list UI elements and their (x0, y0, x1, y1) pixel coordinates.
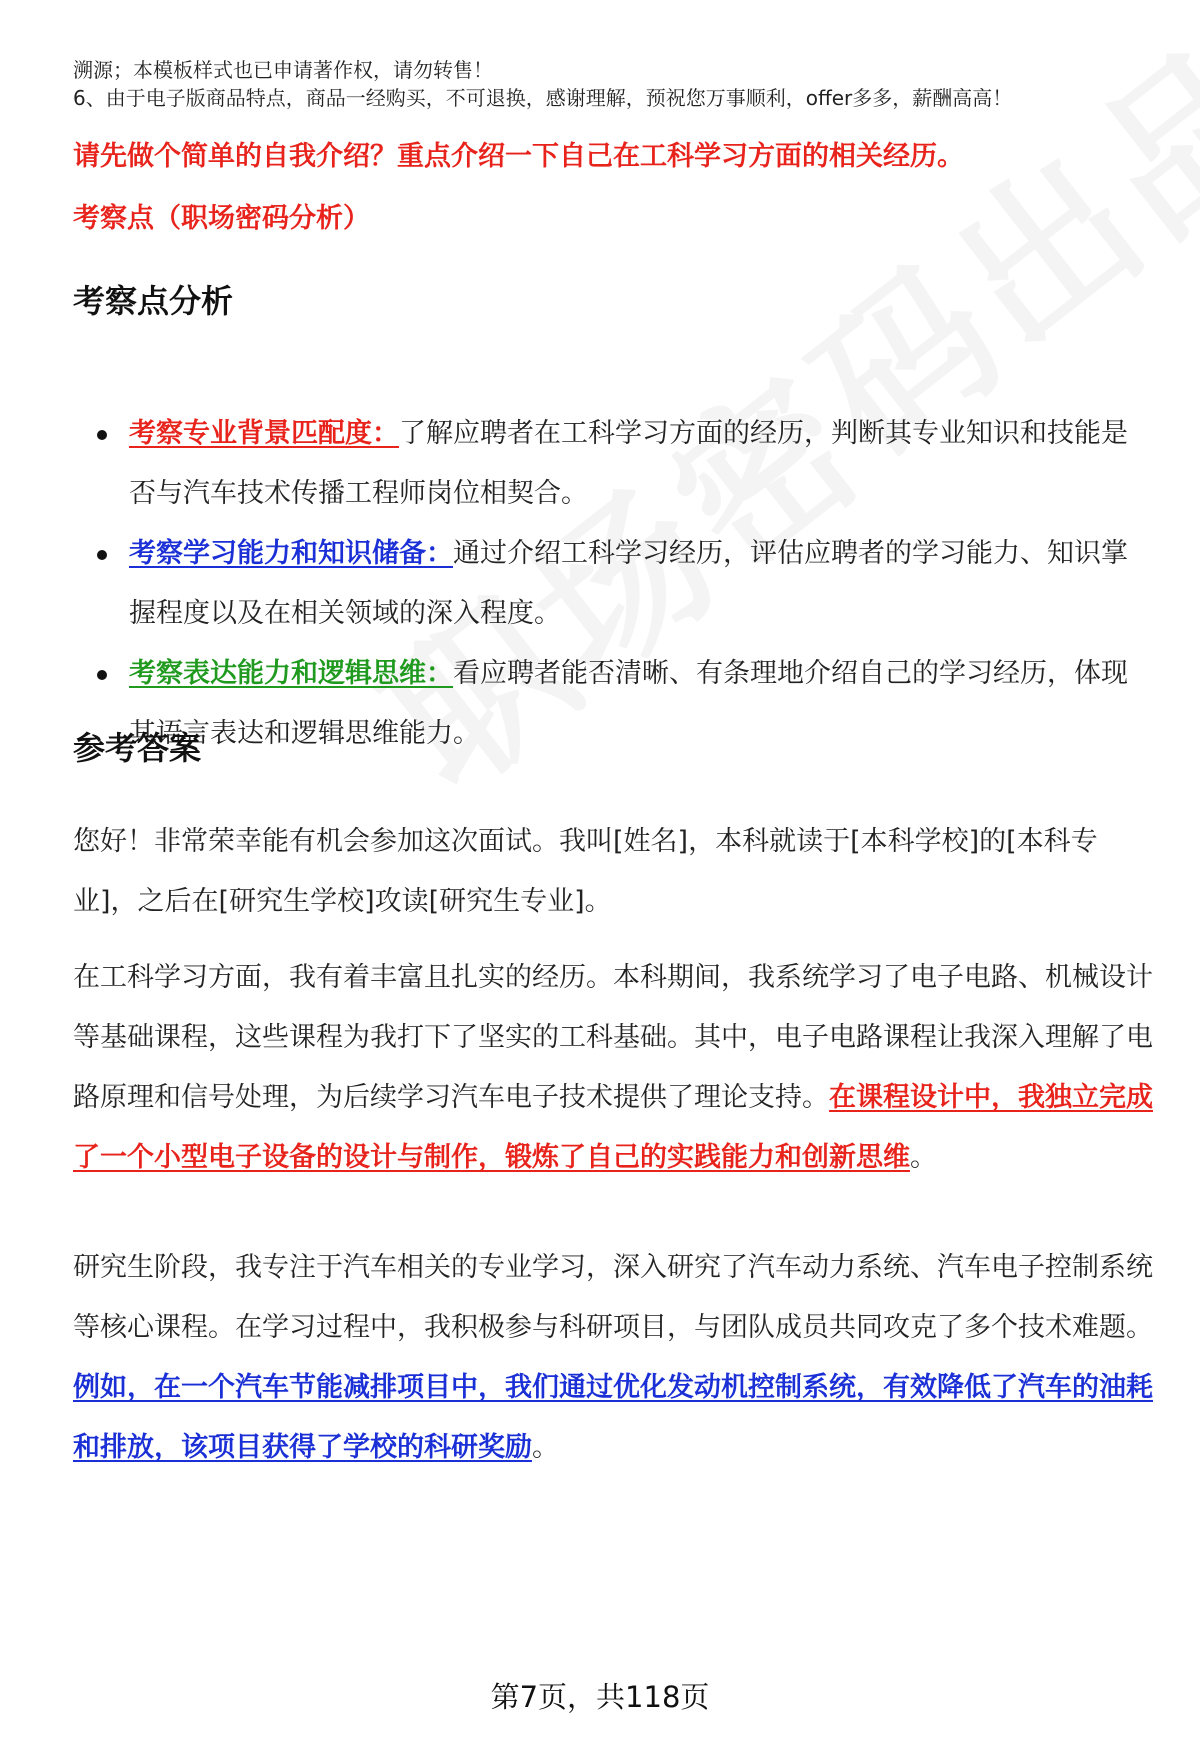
analysis-item-text: 看应聘者能否清晰、有条理地介绍自己的学习经历，体现其语言表达和逻辑思维能力。 (129, 658, 1128, 749)
notice-line-2: 6、由于电子版商品特点，商品一经购买，不可退换，感谢理解，预祝您万事顺利，offer多多，薪酬高高！ (73, 86, 1013, 110)
interview-question: 请先做个简单的自我介绍？重点介绍一下自己在工科学习方面的相关经历。 (73, 141, 964, 172)
paragraph-end: 。 (910, 1142, 937, 1173)
analysis-item (73, 644, 1153, 764)
paragraph-text: 研究生阶段，我专注于汽车相关的专业学习，深入研究了汽车动力系统、汽车电子控制系统等核心课程。在学习过程中，我积极参与科研项目，与团队成员共同攻克了多个技术难题。 (73, 1252, 1153, 1343)
notice-line-1: 溯源；本模板样式也已申请著作权，请勿转售！ (73, 58, 493, 82)
highlighted-text: 在课程设计中，我独立完成了一个小型电子设备的设计与制作，锻炼了自己的实践能力和创新思维 (73, 1082, 1153, 1173)
highlighted-text: 例如，在一个汽车节能减排项目中，我们通过优化发动机控制系统，有效降低了汽车的油耗和排放，该项目获得了学校的科研奖励 (73, 1372, 1153, 1463)
answer-paragraph-3 (73, 1238, 1153, 1478)
analysis-item-key: 考察专业背景匹配度： (129, 418, 399, 449)
paragraph-end: 。 (532, 1432, 559, 1463)
section-tag: 考察点（职场密码分析） (73, 203, 370, 234)
answer-title: 参考答案 (73, 729, 202, 767)
analysis-item-text: 通过介绍工科学习经历，评估应聘者的学习能力、知识掌握程度以及在相关领域的深入程度。 (129, 538, 1128, 629)
analysis-list (73, 404, 1153, 764)
bullet-dot (97, 550, 107, 560)
analysis-item (73, 404, 1153, 524)
bullet-dot (97, 430, 107, 440)
bullet-dot (97, 670, 107, 680)
analysis-item (73, 524, 1153, 644)
paragraph-text: 在工科学习方面，我有着丰富且扎实的经历。本科期间，我系统学习了电子电路、机械设计等基础课程，这些课程为我打下了坚实的工科基础。其中，电子电路课程让我深入理解了电路原理和信号处理，为后续学习汽车电子技术提供了理论支持。 (73, 962, 1153, 1113)
page-number: 第7页，共118页 (490, 1680, 710, 1714)
analysis-item-key: 考察学习能力和知识储备： (129, 538, 453, 569)
analysis-item-text: 了解应聘者在工科学习方面的经历，判断其专业知识和技能是否与汽车技术传播工程师岗位相契合。 (129, 418, 1128, 509)
answer-paragraph-1: 您好！非常荣幸能有机会参加这次面试。我叫[姓名]，本科就读于[本科学校]的[本科专业]，之后在[研究生学校]攻读[研究生专业]。 (73, 826, 1098, 917)
analysis-title: 考察点分析 (73, 282, 234, 320)
analysis-item-key: 考察表达能力和逻辑思维： (129, 658, 453, 689)
answer-paragraph-2 (73, 948, 1153, 1188)
